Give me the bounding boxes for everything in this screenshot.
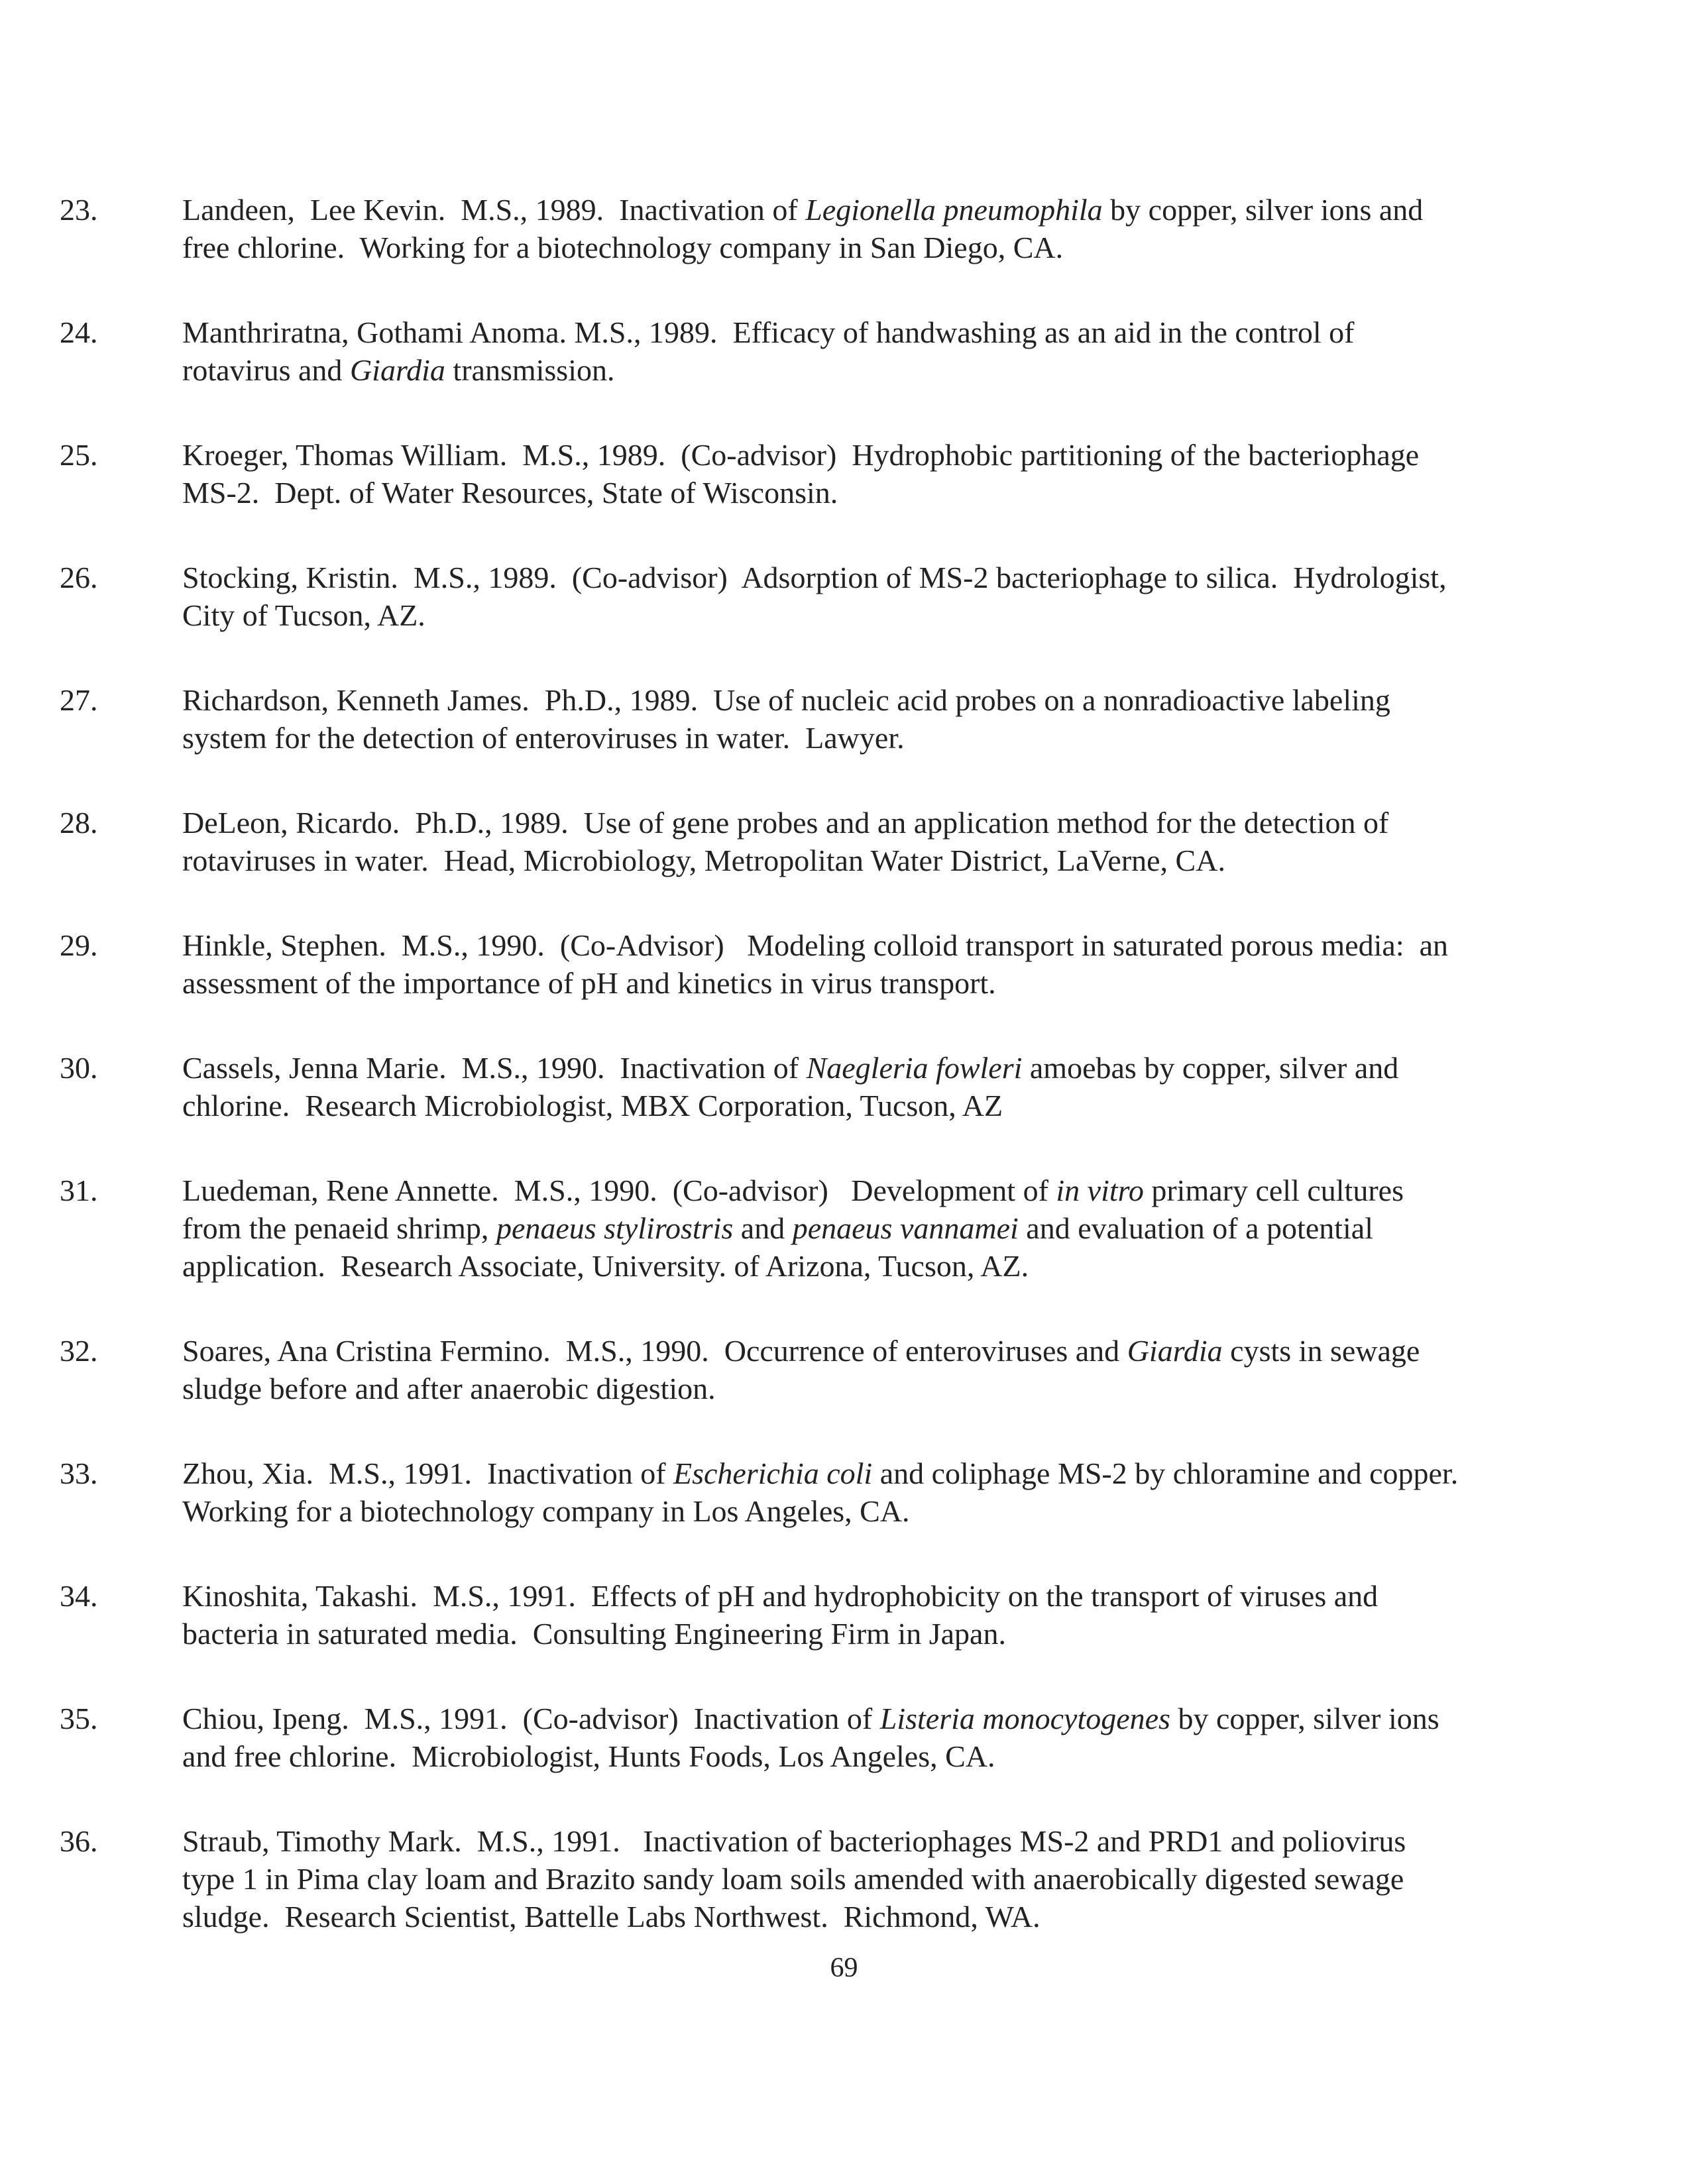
entry-line bbox=[182, 926, 1554, 964]
text-segment: Straub, Timothy Mark. M.S., 1991. Inactivation of bacteriophages MS-2 and PRD1 and poliovirus bbox=[182, 1824, 1406, 1858]
italic-term: Giardia bbox=[349, 353, 445, 387]
entry-line bbox=[182, 313, 1554, 351]
list-item bbox=[60, 1049, 1584, 1124]
text-segment: chlorine. Research Microbiologist, MBX Corporation, Tucson, AZ bbox=[182, 1089, 1003, 1122]
text-segment: rotavirus and bbox=[182, 353, 350, 387]
entry-line bbox=[182, 1577, 1554, 1615]
text-segment: by copper, silver ions bbox=[1170, 1702, 1439, 1735]
text-segment: Cassels, Jenna Marie. M.S., 1990. Inactivation of bbox=[182, 1051, 807, 1085]
list-item bbox=[60, 313, 1584, 389]
text-segment: rotaviruses in water. Head, Microbiology, Metropolitan Water District, LaVerne, CA. bbox=[182, 844, 1225, 877]
text-segment: amoebas by copper, silver and bbox=[1022, 1051, 1399, 1085]
entry-text bbox=[182, 191, 1554, 266]
entry-line bbox=[182, 351, 1554, 389]
text-segment: Kinoshita, Takashi. M.S., 1991. Effects of pH and hydrophobicity on the transport of viruses and bbox=[182, 1579, 1379, 1613]
text-segment: type 1 in Pima clay loam and Brazito sandy loam soils amended with anaerobically digested sewage bbox=[182, 1862, 1404, 1896]
text-segment: Landeen, Lee Kevin. M.S., 1989. Inactivation of bbox=[182, 193, 806, 227]
entry-text bbox=[182, 313, 1554, 389]
list-item bbox=[60, 1700, 1584, 1775]
text-segment: City of Tucson, AZ. bbox=[182, 598, 425, 632]
entry-number: 34. bbox=[60, 1579, 98, 1613]
entry-line bbox=[182, 1492, 1554, 1530]
entry-text bbox=[182, 804, 1554, 879]
entry-line bbox=[182, 804, 1554, 842]
italic-term: in vitro bbox=[1056, 1174, 1144, 1207]
list-item bbox=[60, 1454, 1584, 1530]
list-item bbox=[60, 926, 1584, 1002]
entry-text bbox=[182, 436, 1554, 512]
entry-line bbox=[182, 229, 1554, 266]
italic-term: Legionella pneumophila bbox=[805, 193, 1103, 227]
list-item bbox=[60, 1332, 1584, 1407]
text-segment: and bbox=[733, 1211, 793, 1245]
text-segment: from the penaeid shrimp, bbox=[182, 1211, 496, 1245]
list-item bbox=[60, 436, 1584, 512]
text-segment: free chlorine. Working for a biotechnology company in San Diego, CA. bbox=[182, 231, 1064, 264]
text-segment: assessment of the importance of pH and kinetics in virus transport. bbox=[182, 966, 996, 1000]
entry-line bbox=[182, 1737, 1554, 1775]
entry-line bbox=[182, 1898, 1554, 1936]
italic-term: Listeria monocytogenes bbox=[879, 1702, 1170, 1735]
list-item bbox=[60, 804, 1584, 879]
entry-line bbox=[182, 436, 1554, 474]
text-segment: MS-2. Dept. of Water Resources, State of Wisconsin. bbox=[182, 476, 838, 510]
text-segment: Chiou, Ipeng. M.S., 1991. (Co-advisor) Inactivation of bbox=[182, 1702, 880, 1735]
text-segment: bacteria in saturated media. Consulting Engineering Firm in Japan. bbox=[182, 1617, 1006, 1651]
entry-number: 23. bbox=[60, 193, 98, 227]
entry-line bbox=[182, 191, 1554, 229]
entry-number: 36. bbox=[60, 1824, 98, 1858]
text-segment: and evaluation of a potential bbox=[1018, 1211, 1373, 1245]
text-segment: Stocking, Kristin. M.S., 1989. (Co-advisor) Adsorption of MS-2 bacteriophage to silica. Hydrologist, bbox=[182, 561, 1447, 594]
advisee-list bbox=[60, 191, 1584, 1983]
text-segment: and coliphage MS-2 by chloramine and copper. bbox=[872, 1456, 1459, 1490]
entry-line bbox=[182, 1049, 1554, 1087]
text-segment: Hinkle, Stephen. M.S., 1990. (Co-Advisor) Modeling colloid transport in saturated porous media: an bbox=[182, 928, 1449, 962]
text-segment: Working for a biotechnology company in Los Angeles, CA. bbox=[182, 1494, 910, 1528]
entry-text bbox=[182, 681, 1554, 757]
entry-line bbox=[182, 681, 1554, 719]
entry-number: 35. bbox=[60, 1702, 98, 1735]
text-segment: by copper, silver ions and bbox=[1102, 193, 1424, 227]
text-segment: Richardson, Kenneth James. Ph.D., 1989. Use of nucleic acid probes on a nonradioactive labeling bbox=[182, 683, 1390, 717]
entry-number: 30. bbox=[60, 1051, 98, 1085]
list-item bbox=[60, 681, 1584, 757]
entry-text bbox=[182, 1332, 1554, 1407]
entry-number: 32. bbox=[60, 1334, 98, 1368]
entry-line bbox=[182, 1247, 1554, 1285]
entry-line bbox=[182, 1172, 1554, 1209]
italic-term: penaeus stylirostris bbox=[496, 1211, 734, 1245]
text-segment: application. Research Associate, University. of Arizona, Tucson, AZ. bbox=[182, 1249, 1029, 1283]
entry-number: 33. bbox=[60, 1456, 98, 1490]
list-item bbox=[60, 191, 1584, 266]
text-segment: cysts in sewage bbox=[1222, 1334, 1420, 1368]
list-item bbox=[60, 1822, 1584, 1936]
text-segment: DeLeon, Ricardo. Ph.D., 1989. Use of gene probes and an application method for the detection of bbox=[182, 806, 1389, 840]
entry-text bbox=[182, 1454, 1554, 1530]
entry-line bbox=[182, 842, 1554, 879]
text-segment: transmission. bbox=[445, 353, 615, 387]
entry-line bbox=[182, 1615, 1554, 1653]
entry-line bbox=[182, 1700, 1554, 1737]
entry-line bbox=[182, 1370, 1554, 1407]
entry-number: 28. bbox=[60, 806, 98, 840]
text-segment: Manthriratna, Gothami Anoma. M.S., 1989. Efficacy of handwashing as an aid in the control of bbox=[182, 315, 1355, 349]
text-segment: Zhou, Xia. M.S., 1991. Inactivation of bbox=[182, 1456, 674, 1490]
italic-term: Escherichia coli bbox=[673, 1456, 873, 1490]
entry-text bbox=[182, 1577, 1554, 1653]
italic-term: Giardia bbox=[1127, 1334, 1223, 1368]
entry-number: 27. bbox=[60, 683, 98, 717]
text-segment: Kroeger, Thomas William. M.S., 1989. (Co-advisor) Hydrophobic partitioning of the bacteriophage bbox=[182, 438, 1420, 472]
list-item bbox=[60, 559, 1584, 634]
text-segment: Soares, Ana Cristina Fermino. M.S., 1990. Occurrence of enteroviruses and bbox=[182, 1334, 1127, 1368]
entry-number: 31. bbox=[60, 1174, 98, 1207]
text-segment: sludge. Research Scientist, Battelle Labs Northwest. Richmond, WA. bbox=[182, 1900, 1041, 1934]
list-item bbox=[60, 1172, 1584, 1285]
entry-number: 25. bbox=[60, 438, 98, 472]
page-number: 69 bbox=[830, 1953, 858, 1983]
entry-line bbox=[182, 719, 1554, 757]
entry-number: 26. bbox=[60, 561, 98, 594]
entry-text bbox=[182, 1700, 1554, 1775]
entry-line bbox=[182, 1860, 1554, 1898]
entry-line bbox=[182, 1454, 1554, 1492]
entry-line bbox=[182, 474, 1554, 512]
entry-line bbox=[182, 1087, 1554, 1124]
text-segment: sludge before and after anaerobic digestion. bbox=[182, 1372, 716, 1405]
entry-line bbox=[182, 596, 1554, 634]
entry-text bbox=[182, 1822, 1554, 1936]
entry-line bbox=[182, 1822, 1554, 1860]
text-segment: primary cell cultures bbox=[1143, 1174, 1404, 1207]
entry-text bbox=[182, 1049, 1554, 1124]
list-item bbox=[60, 1577, 1584, 1653]
entry-number: 24. bbox=[60, 315, 98, 349]
entry-line bbox=[182, 1332, 1554, 1370]
entry-line bbox=[182, 964, 1554, 1002]
text-segment: Luedeman, Rene Annette. M.S., 1990. (Co-advisor) Development of bbox=[182, 1174, 1056, 1207]
entry-line bbox=[182, 559, 1554, 596]
entry-number: 29. bbox=[60, 928, 98, 962]
text-segment: and free chlorine. Microbiologist, Hunts Foods, Los Angeles, CA. bbox=[182, 1739, 995, 1773]
entry-text bbox=[182, 1172, 1554, 1285]
entry-line bbox=[182, 1209, 1554, 1247]
entry-text bbox=[182, 926, 1554, 1002]
italic-term: Naegleria fowleri bbox=[806, 1051, 1023, 1085]
entry-text bbox=[182, 559, 1554, 634]
italic-term: penaeus vannamei bbox=[792, 1211, 1019, 1245]
text-segment: system for the detection of enteroviruses in water. Lawyer. bbox=[182, 721, 905, 755]
